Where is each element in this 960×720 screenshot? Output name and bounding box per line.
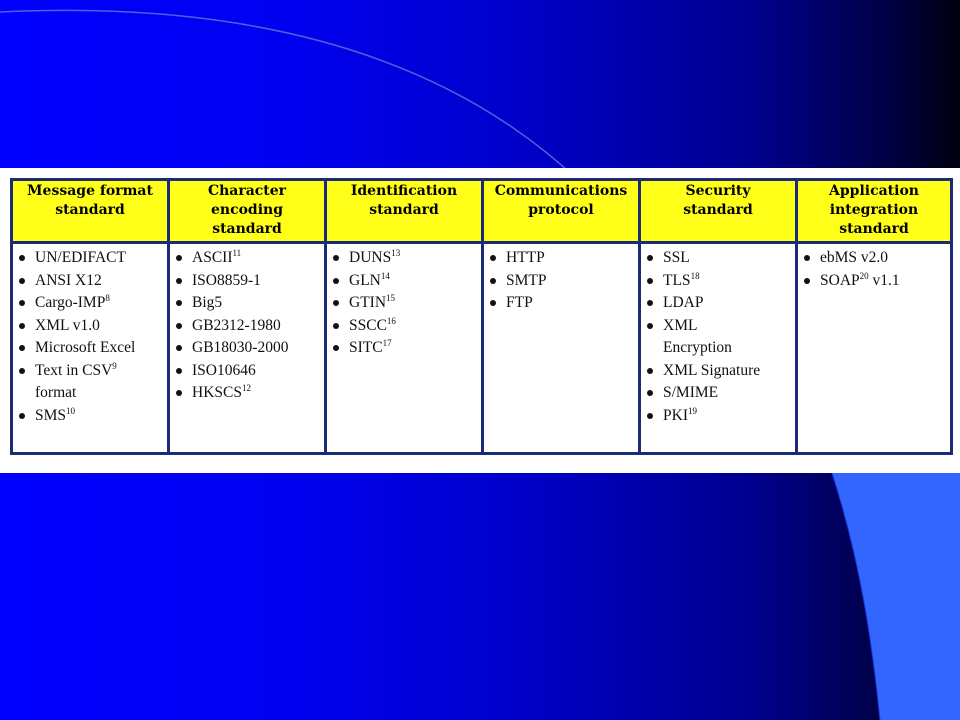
item-text: PKI: [663, 406, 688, 424]
list-item: [645, 405, 793, 428]
item-text: ISO8859-1: [192, 271, 261, 289]
bullet-icon: [647, 413, 653, 419]
list-item: [174, 292, 322, 315]
footnote-marker: 8: [105, 293, 110, 303]
item-text: XML Signature: [663, 361, 761, 379]
column-header: Security standard: [640, 180, 797, 243]
list-item: [331, 315, 479, 338]
bullet-icon: [176, 300, 182, 306]
list-item: [802, 247, 948, 270]
item-text: Cargo-IMP: [35, 294, 106, 311]
bullet-icon: [804, 255, 810, 261]
bullet-icon: [19, 368, 25, 374]
item-text: UN/EDIFACT: [35, 249, 126, 266]
bullet-icon: [647, 368, 653, 374]
list-item: [645, 292, 793, 315]
standard-list: [488, 247, 636, 315]
item-text: ISO10646: [192, 361, 256, 379]
list-item: [645, 270, 793, 293]
item-text: ANSI X12: [35, 271, 102, 289]
footnote-marker: 18: [690, 270, 700, 281]
list-item: [17, 315, 165, 338]
list-item: [645, 315, 793, 360]
table-panel: [0, 168, 960, 473]
bullet-icon: [333, 278, 339, 284]
footnote-marker: 14: [380, 270, 390, 281]
column-cell: [12, 243, 169, 454]
footnote-marker: 17: [382, 338, 392, 348]
column-cell: [797, 243, 952, 454]
standard-list: [174, 247, 322, 405]
list-item: [802, 270, 948, 293]
footnote-marker: 15: [386, 293, 396, 303]
list-item: [331, 292, 479, 315]
standard-list: [802, 247, 948, 292]
bullet-icon: [19, 255, 25, 261]
bullet-icon: [333, 345, 339, 351]
list-item: [17, 337, 165, 360]
standard-list: [645, 247, 793, 427]
item-text: SITC: [349, 339, 383, 356]
item-text: Big5: [192, 294, 223, 311]
bullet-icon: [19, 345, 25, 351]
item-text: SSCC: [349, 316, 387, 334]
list-item: [645, 382, 793, 405]
standards-table: [10, 178, 953, 455]
item-text: GB18030-2000: [192, 339, 289, 356]
footnote-marker: 9: [112, 360, 117, 371]
column-header: Message format standard: [12, 180, 169, 243]
list-item: [174, 270, 322, 293]
item-text: GLN: [349, 271, 381, 289]
bullet-icon: [647, 278, 653, 284]
standard-list: [17, 247, 165, 427]
header-row: [12, 180, 952, 243]
list-item: [645, 360, 793, 383]
item-text: TLS: [663, 271, 691, 289]
list-item: [174, 247, 322, 270]
bullet-icon: [804, 278, 810, 284]
footnote-marker: 16: [386, 315, 396, 326]
column-header: Identification standard: [326, 180, 483, 243]
bullet-icon: [19, 300, 25, 306]
item-text: ASCII: [192, 249, 233, 266]
bullet-icon: [490, 255, 496, 261]
item-text-continuation: Encryption: [663, 339, 732, 356]
list-item: [488, 247, 636, 270]
list-item: [17, 360, 165, 405]
list-item: [174, 360, 322, 383]
item-text: Text in CSV: [35, 361, 113, 379]
item-text: XML v1.0: [35, 316, 100, 334]
column-cell: [640, 243, 797, 454]
item-text: HTTP: [506, 249, 545, 266]
item-text-suffix: v1.1: [868, 271, 900, 289]
bullet-icon: [647, 255, 653, 261]
bullet-icon: [333, 300, 339, 306]
column-header: Character encoding standard: [169, 180, 326, 243]
list-item: [174, 382, 322, 405]
bullet-icon: [176, 278, 182, 284]
item-text: SOAP: [820, 271, 860, 289]
item-text: ebMS v2.0: [820, 249, 889, 266]
item-text: S/MIME: [663, 384, 719, 401]
list-item: [17, 405, 165, 428]
list-item: [488, 292, 636, 315]
column-cell: [326, 243, 483, 454]
item-text: GTIN: [349, 294, 387, 311]
bullet-icon: [19, 278, 25, 284]
column-cell: [169, 243, 326, 454]
bullet-icon: [176, 323, 182, 329]
list-item: [331, 337, 479, 360]
list-item: [174, 337, 322, 360]
column-header: Application integration standard: [797, 180, 952, 243]
list-item: [174, 315, 322, 338]
list-item: [17, 247, 165, 270]
bullet-icon: [176, 368, 182, 374]
body-row: [12, 243, 952, 454]
item-text: DUNS: [349, 249, 392, 266]
bullet-icon: [647, 300, 653, 306]
footnote-marker: 10: [66, 405, 76, 416]
list-item: [645, 247, 793, 270]
list-item: [331, 270, 479, 293]
item-text: SSL: [663, 249, 690, 266]
bullet-icon: [647, 323, 653, 329]
item-text: XML: [663, 316, 698, 334]
footnote-marker: 13: [391, 248, 401, 258]
footnote-marker: 12: [241, 383, 251, 393]
bullet-icon: [333, 255, 339, 261]
bullet-icon: [333, 323, 339, 329]
item-text: LDAP: [663, 294, 704, 311]
column-cell: [483, 243, 640, 454]
item-text: SMTP: [506, 271, 547, 289]
bullet-icon: [176, 390, 182, 396]
list-item: [331, 247, 479, 270]
bullet-icon: [647, 390, 653, 396]
footnote-marker: 19: [687, 405, 697, 416]
item-text: HKSCS: [192, 384, 242, 401]
bullet-icon: [19, 323, 25, 329]
list-item: [17, 270, 165, 293]
bullet-icon: [176, 345, 182, 351]
item-text: SMS: [35, 406, 67, 424]
bullet-icon: [19, 413, 25, 419]
standard-list: [331, 247, 479, 360]
bullet-icon: [490, 278, 496, 284]
footnote-marker: 20: [859, 270, 869, 281]
column-header: Communications protocol: [483, 180, 640, 243]
footnote-marker: 11: [232, 248, 242, 258]
item-text: GB2312-1980: [192, 316, 281, 334]
bullet-icon: [176, 255, 182, 261]
bullet-icon: [490, 300, 496, 306]
list-item: [17, 292, 165, 315]
item-text: FTP: [506, 294, 533, 311]
item-text: Microsoft Excel: [35, 339, 136, 356]
list-item: [488, 270, 636, 293]
item-text-continuation: format: [35, 384, 77, 401]
